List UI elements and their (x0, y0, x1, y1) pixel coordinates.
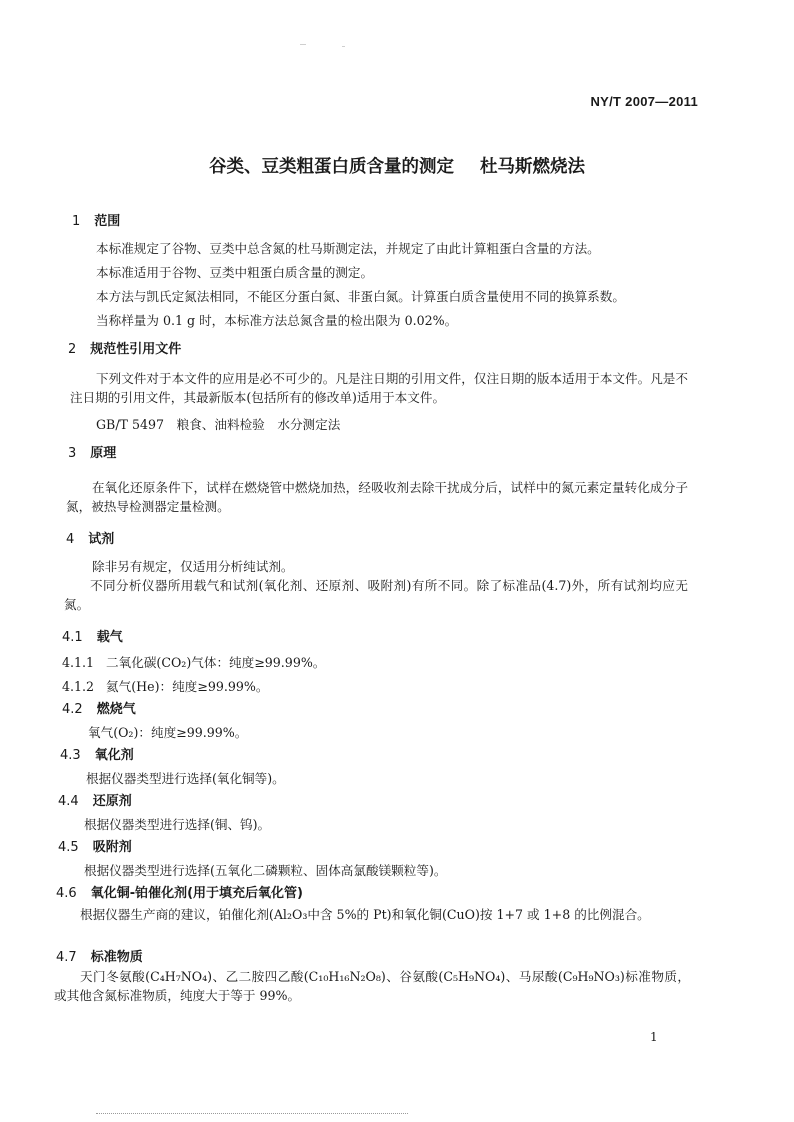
scan-speck (300, 44, 306, 45)
standard-code: NY/T 2007—2011 (590, 94, 698, 109)
subsection-4-5-heading: 4.5 吸附剂 (58, 840, 132, 855)
section-1-para-1: 本标准规定了谷物、豆类中总含氮的杜马斯测定法，并规定了由此计算粗蛋白含量的方法。 (96, 241, 600, 256)
section-3-heading: 3 原理 (68, 446, 117, 461)
section-4-para-2: 不同分析仪器所用载气和试剂(氧化剂、还原剂、吸附剂)有所不同。除了标准品(4.7)外，所有试剂均应无氮。 (64, 578, 688, 612)
section-1-para-4: 当称样量为 0.1 g 时，本标准方法总氮含量的检出限为 0.02%。 (96, 313, 458, 328)
section-1-heading: 1 范围 (72, 214, 121, 229)
subsection-4-1-heading: 4.1 载气 (62, 630, 123, 645)
section-4-para-1: 除非另有规定，仅适用分析纯试剂。 (92, 559, 294, 574)
subsection-4-7-heading: 4.7 标准物质 (56, 950, 143, 965)
title-method: 杜马斯燃烧法 (480, 157, 585, 177)
item-4-1-2: 4.1.2 氦气(He)：纯度≥99.99%。 (62, 679, 269, 694)
subsection-4-4-heading: 4.4 还原剂 (58, 794, 132, 809)
subsection-4-4-text: 根据仪器类型进行选择(铜、钨)。 (84, 817, 271, 832)
section-4-heading: 4 试剂 (66, 532, 115, 547)
scan-speck (342, 46, 345, 47)
item-4-1-1: 4.1.1 二氧化碳(CO₂)气体：纯度≥99.99%。 (62, 655, 326, 670)
section-1-para-3: 本方法与凯氏定氮法相同，不能区分蛋白氮、非蛋白氮。计算蛋白质含量使用不同的换算系数。 (96, 289, 625, 304)
subsection-4-3-heading: 4.3 氧化剂 (60, 748, 134, 763)
document-title (0, 153, 794, 178)
subsection-4-5-text: 根据仪器类型进行选择(五氧化二磷颗粒、固体高氯酸镁颗粒等)。 (84, 863, 447, 878)
section-2-heading: 2 规范性引用文件 (68, 342, 182, 357)
page-number: 1 (650, 1030, 658, 1044)
section-1-para-2: 本标准适用于谷物、豆类中粗蛋白质含量的测定。 (96, 265, 374, 280)
normative-reference: GB/T 5497 粮食、油料检验 水分测定法 (96, 417, 341, 432)
subsection-4-2-heading: 4.2 燃烧气 (62, 702, 136, 717)
section-3-para-1: 在氧化还原条件下，试样在燃烧管中燃烧加热，经吸收剂去除干扰成分后，试样中的氮元素定量转化成分子氮，被热导检测器定量检测。 (66, 480, 688, 514)
title-main: 谷类、豆类粗蛋白质含量的测定 (209, 157, 454, 177)
subsection-4-3-text: 根据仪器类型进行选择(氧化铜等)。 (86, 771, 285, 786)
subsection-4-2-text: 氧气(O₂)：纯度≥99.99%。 (88, 725, 248, 740)
subsection-4-6-heading: 4.6 氧化铜-铂催化剂(用于填充后氧化管) (56, 886, 303, 901)
subsection-4-7-text: 天门冬氨酸(C₄H₇NO₄)、乙二胺四乙酸(C₁₀H₁₆N₂O₈)、谷氨酸(C₅H₉NO₄)、马尿酸(C₉H₉NO₃)标准物质，或其他含氮标准物质，纯度大于等于 99%。 (54, 969, 690, 1003)
scan-edge-rule (96, 1113, 408, 1114)
section-2-para-1: 下列文件对于本文件的应用是必不可少的。凡是注日期的引用文件，仅注日期的版本适用于本文件。凡是不注日期的引用文件，其最新版本(包括所有的修改单)适用于本文件。 (70, 371, 688, 405)
subsection-4-6-text: 根据仪器生产商的建议，铂催化剂(Al₂O₃中含 5%的 Pt)和氧化铜(CuO)按 1+7 或 1+8 的比例混合。 (80, 907, 650, 922)
